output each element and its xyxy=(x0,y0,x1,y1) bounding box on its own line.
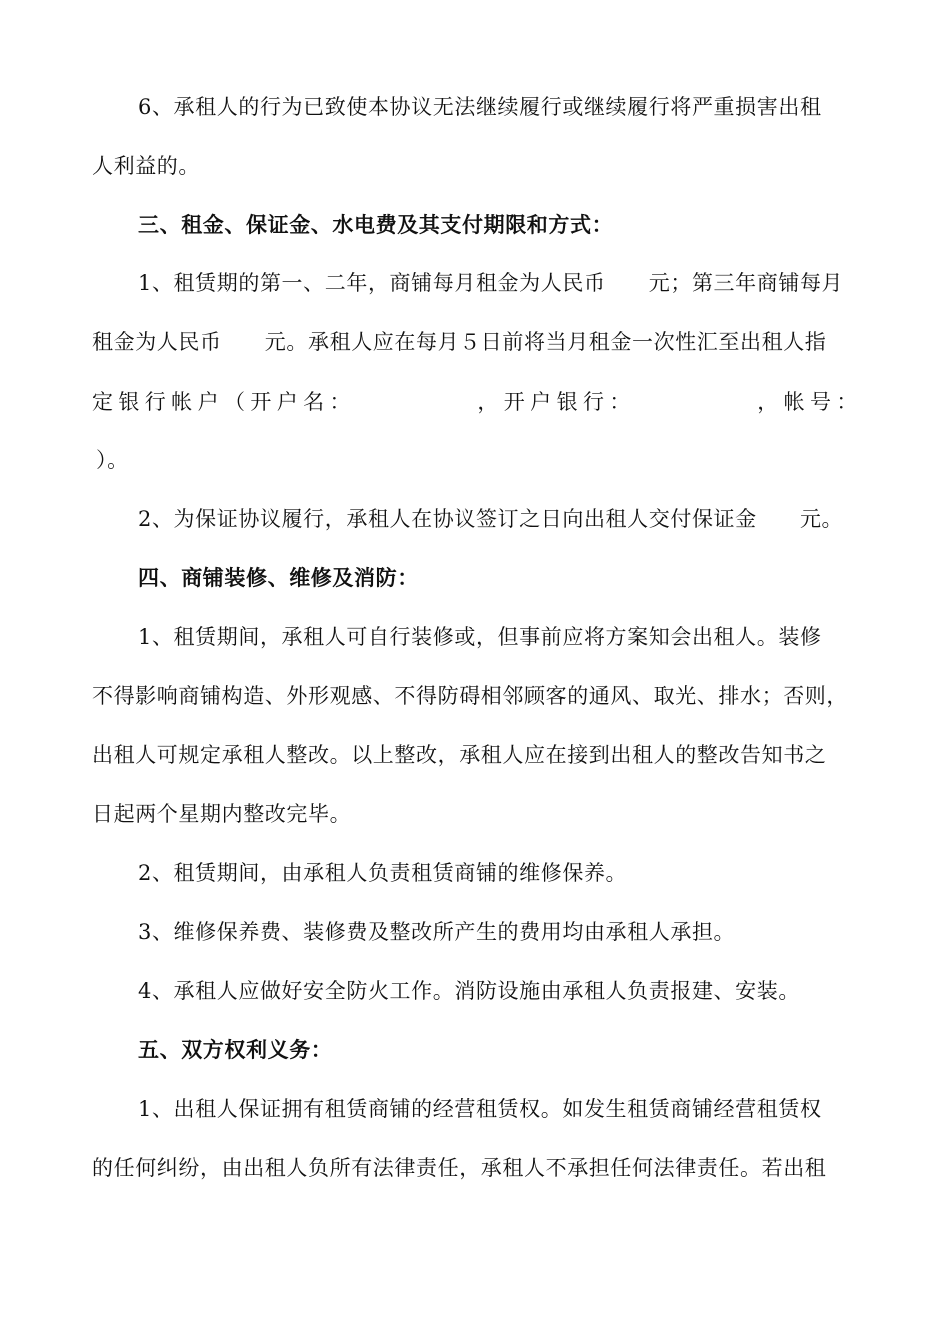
section-3-heading: 三、租金、保证金、水电费及其支付期限和方式： xyxy=(138,212,614,237)
section-4-clause-1-line-3: 出租人可规定承租人整改。以上整改，承租人应在接到出租人的整改告知书之 xyxy=(92,743,827,767)
section-3-clause-2: 2、为保证协议履行，承租人在协议签订之日向出租人交付保证金 元。 xyxy=(138,507,844,531)
section-4-clause-1-line-2: 不得影响商铺构造、外形观感、不得防碍相邻顾客的通风、取光、排水；否则， xyxy=(92,684,848,708)
section-3-clause-1-line-3: 定银行帐户（开户名： ，开户银行： ，帐号： xyxy=(92,390,858,414)
section-5-clause-1-line-2: 的任何纠纷，由出租人负所有法律责任，承租人不承担任何法律责任。若出租 xyxy=(92,1156,827,1180)
section-4-clause-1-line-4: 日起两个星期内整改完毕。 xyxy=(92,802,352,826)
section-4-clause-3: 3、维修保养费、装修费及整改所产生的费用均由承租人承担。 xyxy=(138,920,736,944)
clause-6-line-2: 人利益的。 xyxy=(92,154,200,178)
section-3-clause-1-line-1: 1、租赁期的第一、二年，商铺每月租金为人民币 元；第三年商铺每月 xyxy=(138,271,844,295)
section-4-clause-1-line-1: 1、租赁期间，承租人可自行装修或，但事前应将方案知会出租人。装修 xyxy=(138,625,822,649)
clause-6-line-1: 6、承租人的行为已致使本协议无法继续履行或继续履行将严重损害出租 xyxy=(138,95,822,119)
section-3-clause-1-line-2: 租金为人民币 元。承租人应在每月５日前将当月租金一次性汇至出租人指 xyxy=(92,330,827,354)
section-4-clause-2: 2、租赁期间，由承租人负责租赁商铺的维修保养。 xyxy=(138,861,628,885)
section-5-clause-1-line-1: 1、出租人保证拥有租赁商铺的经营租赁权。如发生租赁商铺经营租赁权 xyxy=(138,1097,822,1121)
section-4-heading: 四、商铺装修、维修及消防： xyxy=(138,565,419,590)
section-5-heading: 五、双方权利义务： xyxy=(138,1037,333,1062)
section-3-clause-1-line-4: ）。 xyxy=(96,448,129,472)
section-4-clause-4: 4、承租人应做好安全防火工作。消防设施由承租人负责报建、安装。 xyxy=(138,979,800,1003)
